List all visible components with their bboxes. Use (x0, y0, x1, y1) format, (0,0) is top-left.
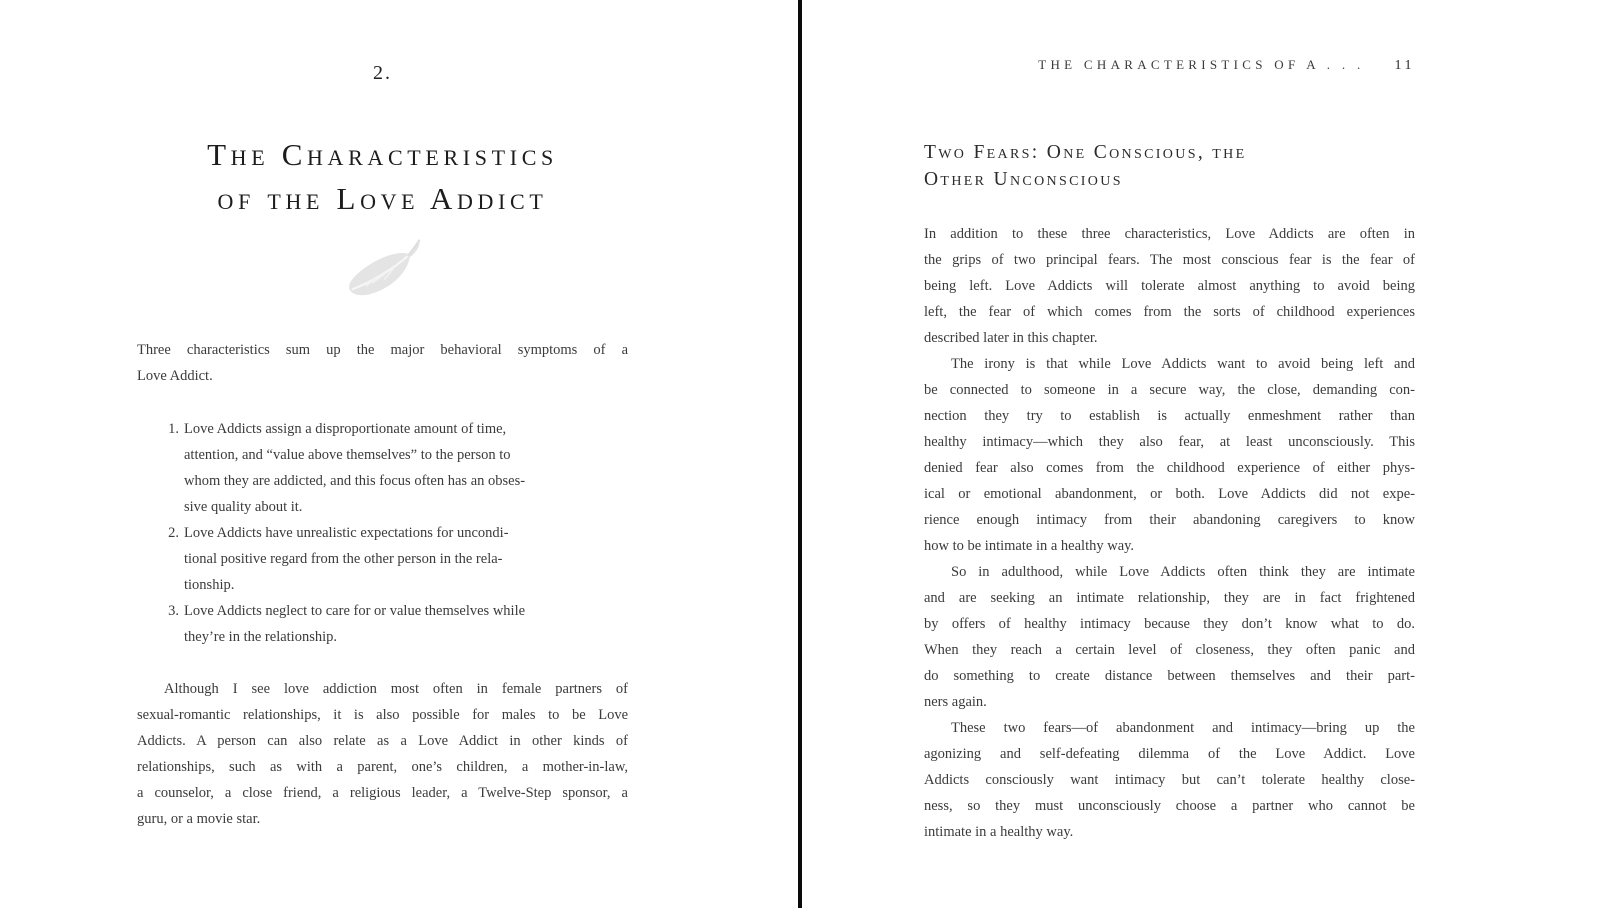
text-line: how to be intimate in a healthy way. (924, 538, 1135, 554)
text-line: Although I see love addiction most often in female partners of (164, 681, 628, 697)
running-head (924, 52, 1415, 79)
text-line: sive quality about it. (184, 499, 303, 515)
chapter-title (137, 133, 628, 221)
left-page (137, 0, 628, 832)
text-line: agonizing and self-defeating dilemma of the Love Addict. Love (924, 746, 1415, 762)
list-item-text (184, 520, 628, 598)
section-heading (924, 139, 1415, 193)
text-line: The irony is that while Love Addicts want to avoid being left and (951, 356, 1415, 372)
paragraph (924, 351, 1415, 559)
text-line: In addition to these three characteristics, Love Addicts are often in (924, 226, 1415, 242)
text-line: attention, and “value above themselves” to the person to (184, 447, 511, 463)
text-line: Love Addicts assign a disproportionate amount of time, (184, 421, 507, 437)
text-line: These two fears—of abandonment and intimacy—bring up the (951, 720, 1415, 736)
text-line: nection they try to establish is actually enmeshment rather than (924, 408, 1415, 424)
running-head-text: THE CHARACTERISTICS OF A . . . (1038, 57, 1365, 72)
text-line: Three characteristics sum up the major behavioral symptoms of a (137, 342, 628, 358)
text-line: a counselor, a close friend, a religious leader, a Twelve-Step sponsor, a (137, 785, 628, 801)
text-line: ical or emotional abandonment, or both. Love Addicts did not expe- (924, 486, 1415, 502)
text-line: Love Addict. (137, 368, 213, 384)
paragraph (924, 715, 1415, 845)
text-line: intimate in a healthy way. (924, 824, 1074, 840)
chapter-number: 2. (373, 62, 392, 84)
text-line: do something to create distance between themselves and their part- (924, 668, 1415, 684)
text-line: the grips of two principal fears. The most conscious fear is the fear of (924, 252, 1415, 268)
text-line: sexual-romantic relationships, it is also possible for males to be Love (137, 707, 628, 723)
leaf-ornament-icon (137, 235, 628, 303)
text-line: described later in this chapter. (924, 330, 1098, 346)
text-line: ners again. (924, 694, 987, 710)
intro-paragraph (137, 337, 628, 389)
text-line: and are seeking an intimate relationship, they are in fact frightened (924, 590, 1415, 606)
text-line: be connected to someone in a secure way, the close, demanding con- (924, 382, 1415, 398)
section-heading-line1: Two Fears: One Conscious, the (924, 142, 1247, 163)
text-line: healthy intimacy—which they also fear, at least unconsciously. This (924, 434, 1415, 450)
paragraph (924, 221, 1415, 351)
text-line: by offers of healthy intimacy because they don’t know what to do. (924, 616, 1415, 632)
text-line: ness, so they must unconsciously choose a partner who cannot be (924, 798, 1415, 814)
text-line: whom they are addicted, and this focus often has an obses- (184, 473, 526, 489)
text-line: rience enough intimacy from their abandoning caregivers to know (924, 512, 1415, 528)
text-line: left, the fear of which comes from the sorts of childhood experiences (924, 304, 1415, 320)
characteristics-list (137, 416, 628, 650)
text-line: Addicts consciously want intimacy but can’t tolerate healthy close- (924, 772, 1415, 788)
section-heading-line2: Other Unconscious (924, 169, 1123, 190)
list-item-number: 1. (168, 421, 179, 437)
text-line: Love Addicts neglect to care for or value themselves while (184, 603, 526, 619)
chapter-title-line2: of the Love Addict (217, 181, 548, 216)
right-page (924, 0, 1415, 845)
text-line: Love Addicts have unrealistic expectations for uncondi- (184, 525, 509, 541)
text-line: being left. Love Addicts will tolerate almost anything to avoid being (924, 278, 1415, 294)
chapter-title-line1: The Characteristics (207, 137, 558, 172)
text-line: they’re in the relationship. (184, 629, 338, 645)
closing-paragraph (137, 676, 628, 832)
text-line: guru, or a movie star. (137, 811, 261, 827)
list-item-number: 3. (168, 603, 179, 619)
body-paragraphs (924, 221, 1415, 845)
list-item (137, 520, 628, 598)
list-item-text (184, 416, 628, 520)
list-item (137, 598, 628, 650)
text-line: tional positive regard from the other person in the rela- (184, 551, 503, 567)
paragraph (924, 559, 1415, 715)
text-line: When they reach a certain level of closeness, they often panic and (924, 642, 1415, 658)
page-gutter-divider (798, 0, 802, 908)
text-line: denied fear also comes from the childhood experience of either phys- (924, 460, 1415, 476)
text-line: tionship. (184, 577, 235, 593)
text-line: So in adulthood, while Love Addicts often think they are intimate (951, 564, 1415, 580)
list-item (137, 416, 628, 520)
text-line: relationships, such as with a parent, one’s children, a mother-in-law, (137, 759, 628, 775)
list-item-text (184, 598, 628, 650)
text-line: Addicts. A person can also relate as a Love Addict in other kinds of (137, 733, 628, 749)
list-item-number: 2. (168, 525, 179, 541)
page-number: 11 (1394, 58, 1415, 73)
